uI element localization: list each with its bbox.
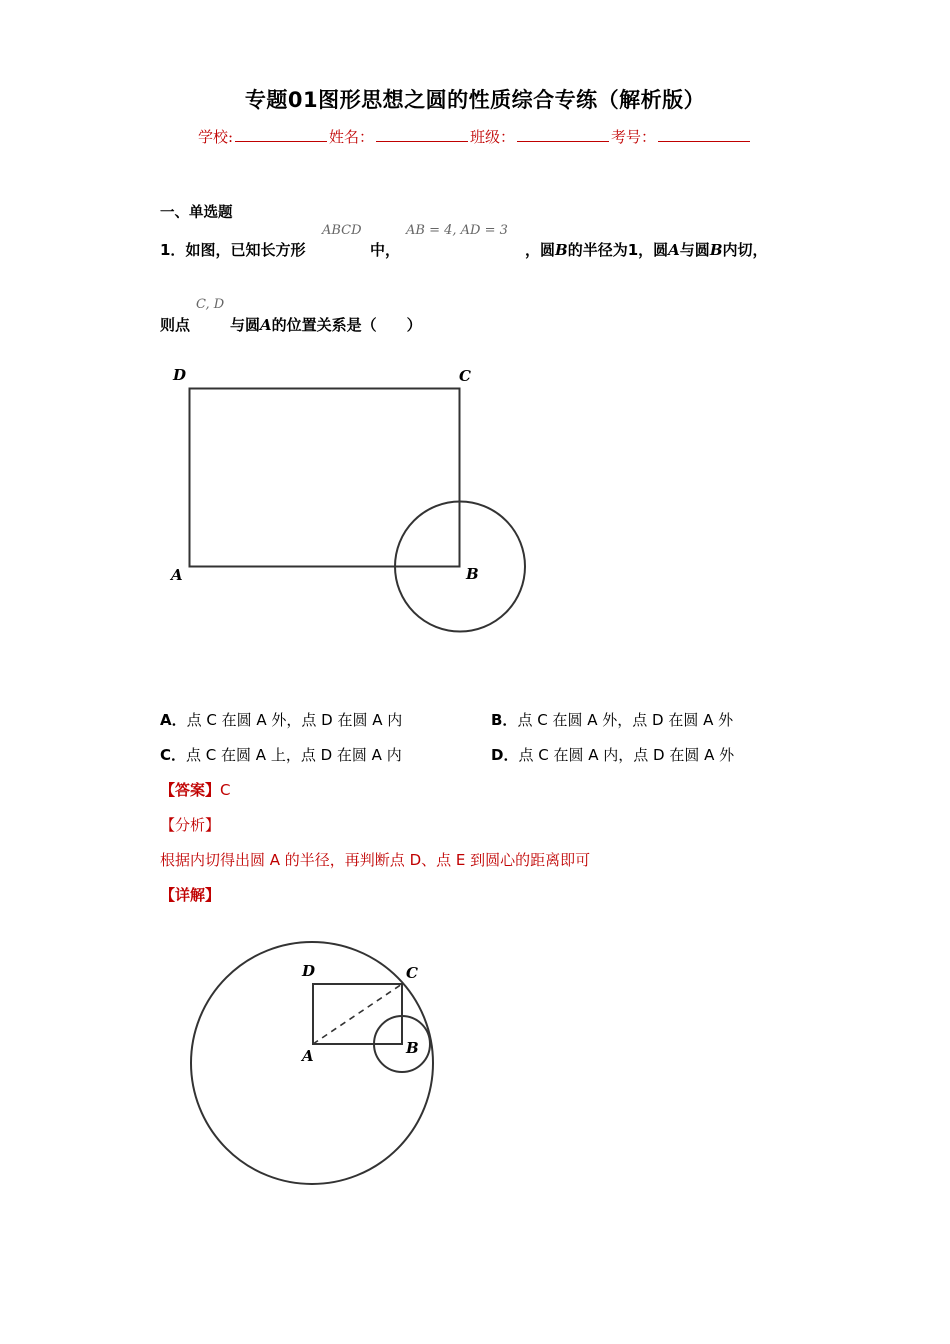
label-b: B [406,1039,419,1057]
figure-2-solution [180,930,450,1190]
name-label: 姓名： [329,128,375,146]
option-text: 点 C 在圆 A 外，点 D 在圆 A 内 [186,711,403,729]
label-b: B [466,565,479,583]
option-c[interactable] [160,744,402,765]
math-rect-name: ABCD [322,223,362,238]
question-text-part: ，圆 [525,241,556,259]
section-title: 一、单选题 [160,205,233,221]
question-text-part: 与圆 [679,241,710,259]
label-d: D [302,962,316,980]
diagonal-ac [313,984,402,1044]
figure-1-rectangle-circle [160,360,540,640]
option-d[interactable] [491,744,734,765]
school-label: 学校: [197,128,233,146]
question-line-2-tail [230,314,422,335]
label-d: D [173,366,187,384]
class-blank [517,127,609,142]
page-title: 专题01图形思想之圆的性质综合专练（解析版） [244,88,706,112]
option-text: 点 C 在圆 A 外，点 D 在圆 A 外 [517,711,734,729]
answer [160,779,231,800]
question-number: 1． [160,241,186,259]
answer-label: 【答案】 [160,781,221,799]
analysis-text: 根据内切得出圆 A 的半径，再判断点 D、点 E 到圆心的距离即可 [160,851,591,869]
option-letter: C． [160,746,187,764]
option-letter: B． [491,711,518,729]
math-points: C, D [196,297,225,312]
student-info-line [0,126,950,147]
option-text: 点 C 在圆 A 上，点 D 在圆 A 内 [186,746,402,764]
label-c: C [459,367,471,385]
math-var: A [260,316,272,334]
question-text-part: 如图，已知长方形 [185,241,306,259]
option-letter: D． [491,746,519,764]
analysis-label: 【分析】 [160,816,221,834]
name-blank [376,127,468,142]
option-a[interactable] [160,709,402,730]
math-var: B [709,241,723,259]
exam-no-blank [658,127,750,142]
question-text-part: 内切， [722,241,768,259]
question-line-1-tail [525,239,768,260]
school-blank [235,127,327,142]
question-line-1 [160,239,305,260]
question-text-part: 中， [370,241,401,259]
detail-label: 【详解】 [160,886,221,904]
class-label: 班级： [470,128,516,146]
exam-no-label: 考号： [611,128,657,146]
math-var: A [668,241,680,259]
question-text-part: 的位置关系是（ ） [271,316,422,334]
option-b[interactable] [491,709,733,730]
math-var: B [555,241,568,259]
math-sides: AB = 4, AD = 3 [406,223,508,238]
label-a: A [171,566,183,584]
label-c: C [406,964,418,982]
option-text: 点 C 在圆 A 内，点 D 在圆 A 外 [518,746,735,764]
option-letter: A． [160,711,187,729]
rectangle-abcd [190,389,460,567]
question-line-2: 则点 [160,316,191,334]
label-a: A [302,1047,314,1065]
question-text-part: 与圆 [230,316,261,334]
answer-value: C [220,781,231,799]
question-text-part: 的半径为1，圆 [567,241,669,259]
